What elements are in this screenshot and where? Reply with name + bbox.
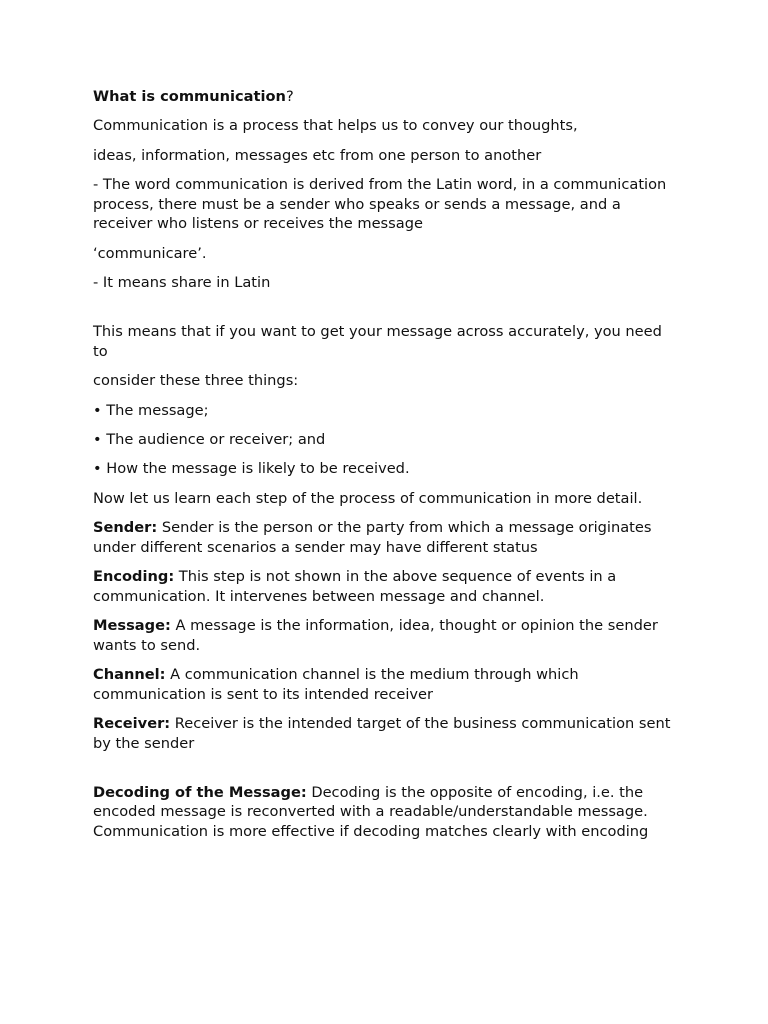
- latin-word: ‘communicare’.: [93, 244, 207, 262]
- definition-text: A message is the information, idea, thought or opinion the sender wants to send.: [93, 617, 658, 654]
- bullet-item: • The audience or receiver; and: [93, 430, 326, 448]
- definition-term: Sender:: [93, 519, 158, 537]
- message-across-line: This means that if you want to get your message across accurately, you need to: [93, 323, 662, 360]
- document-heading: [93, 87, 681, 107]
- heading-bold: What is communication: [93, 88, 286, 105]
- definition-text: A communication channel is the medium through which communication is sent to its intended receiver: [93, 666, 579, 703]
- definition-term: Receiver:: [93, 715, 171, 732]
- definition-text: Decoding is the opposite of encoding, i.e. the encoded message is reconverted with a readable/understandable message. Communication is more effective if decoding matches clearly with encoding: [93, 783, 649, 840]
- learn-paragraph: Now let us learn each step of the process of communication in more detail.: [93, 489, 643, 507]
- definition-term: Encoding:: [93, 568, 175, 586]
- definition-encoding: [93, 567, 681, 606]
- definition-sender: [93, 518, 681, 557]
- document-page: [93, 87, 681, 851]
- definition-text: Sender is the person or the party from which a message originates under different scenarios a sender may have different status: [93, 519, 652, 556]
- blank-line: [93, 763, 681, 783]
- bullet-item: • The message;: [93, 401, 209, 419]
- definition-channel: [93, 665, 681, 704]
- definition-receiver: [93, 714, 681, 753]
- share-line: - It means share in Latin: [93, 274, 271, 292]
- definition-term: Channel:: [93, 666, 166, 684]
- bullet-item: • How the message is likely to be received.: [93, 460, 410, 478]
- blank-line: [93, 303, 681, 323]
- definition-term: Message:: [93, 617, 171, 635]
- intro-line-2: ideas, information, messages etc from one person to another: [93, 146, 542, 164]
- heading-question-mark: ?: [285, 88, 294, 105]
- definition-message: [93, 616, 681, 655]
- definition-decoding: [93, 783, 681, 842]
- intro-line-1: Communication is a process that helps us to convey our thoughts,: [93, 117, 578, 135]
- definition-text: This step is not shown in the above sequence of events in a communication. It intervenes between message and channel.: [93, 568, 617, 605]
- definition-text: Receiver is the intended target of the business communication sent by the sender: [93, 715, 671, 752]
- derived-paragraph: - The word communication is derived from the Latin word, in a communication process, there must be a sender who speaks or sends a message, and a receiver who listens or receives the message: [93, 176, 667, 233]
- definition-term: Decoding of the Message:: [93, 783, 307, 801]
- consider-line: consider these three things:: [93, 372, 299, 390]
